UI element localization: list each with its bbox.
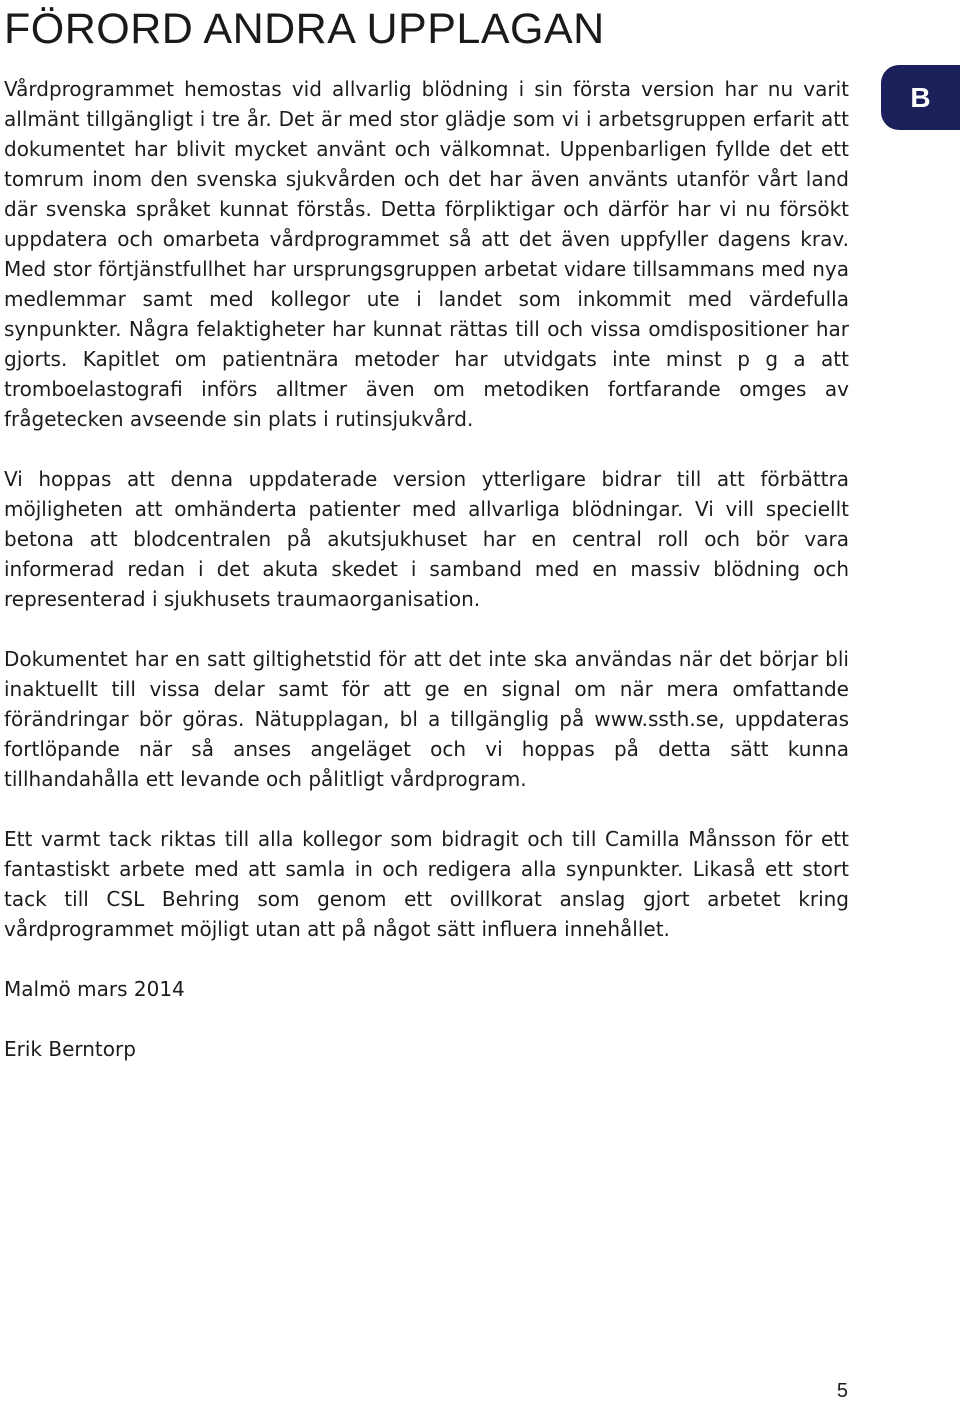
- page-title: FÖRORD ANDRA UPPLAGAN: [4, 5, 605, 53]
- page-number: 5: [836, 1380, 848, 1402]
- place-date: Malmö mars 2014: [4, 977, 185, 1001]
- paragraph-validity: Dokumentet har en satt giltighetstid för att det inte ska användas när det börjar bli inaktuellt till vissa delar samt för att ge en signal om när mera omfattande förändringar bör göras. Nätupplagan, bl a tillgänglig på www.ssth.se, uppdateras fortlöpande när så anses angeläget och vi hoppas på detta sätt kunna tillhandahålla ett levande och pålitligt vårdprogram.: [4, 647, 849, 791]
- paragraph-thanks: Ett varmt tack riktas till alla kollegor som bidragit och till Camilla Månsson för ett fantastiskt arbete med att samla in och redigera alla synpunkter. Likaså ett stort tack till CSL Behring som genom ett ovillkorat anslag gjort arbetet kring vårdprogrammet möjligt utan att på något sätt influera innehållet.: [4, 827, 849, 941]
- signature: Erik Berntorp: [4, 1037, 136, 1061]
- paragraph-purpose: Vi hoppas att denna uppdaterade version ytterligare bidrar till att förbättra möjligheten att omhänderta patienter med allvarliga blödningar. Vi vill speciellt betona att blodcentralen på akutsjukhuset har en central roll och bör vara informerad redan i det akuta skedet i samband med en massiv blödning och representerad i sjukhusets traumaorganisation.: [4, 467, 849, 611]
- section-tab: [881, 65, 960, 130]
- foreword-body: [4, 74, 849, 1094]
- paragraph-intro: Vårdprogrammet hemostas vid allvarlig blödning i sin första version har nu varit allmänt tillgängligt i tre år. Det är med stor glädje som vi i arbetsgruppen erfarit att dokumentet har blivit mycket använt och välkomnat. Uppenbarligen fyllde det ett tomrum inom den svenska sjukvården och det har även använts utanför vårt land där svenska språket kunnat förstås. Detta förpliktigar och därför har vi nu försökt uppdatera och omarbeta vårdprogrammet så att det även uppfyller dagens krav. Med stor förtjänstfullhet har ursprungsgruppen arbetat vidare tillsammans med nya medlemmar samt med kollegor ute i landet som inkommit med värdefulla synpunkter. Några felaktigheter har kunnat rättas till och vissa omdispositioner har gjorts. Kapitlet om patientnära metoder har utvidgats inte minst p g a att tromboelastografi införs alltmer även om metodiken fortfarande omges av frågetecken avseende sin plats i rutinsjukvård.: [4, 77, 849, 431]
- section-tab-letter: B: [910, 81, 931, 113]
